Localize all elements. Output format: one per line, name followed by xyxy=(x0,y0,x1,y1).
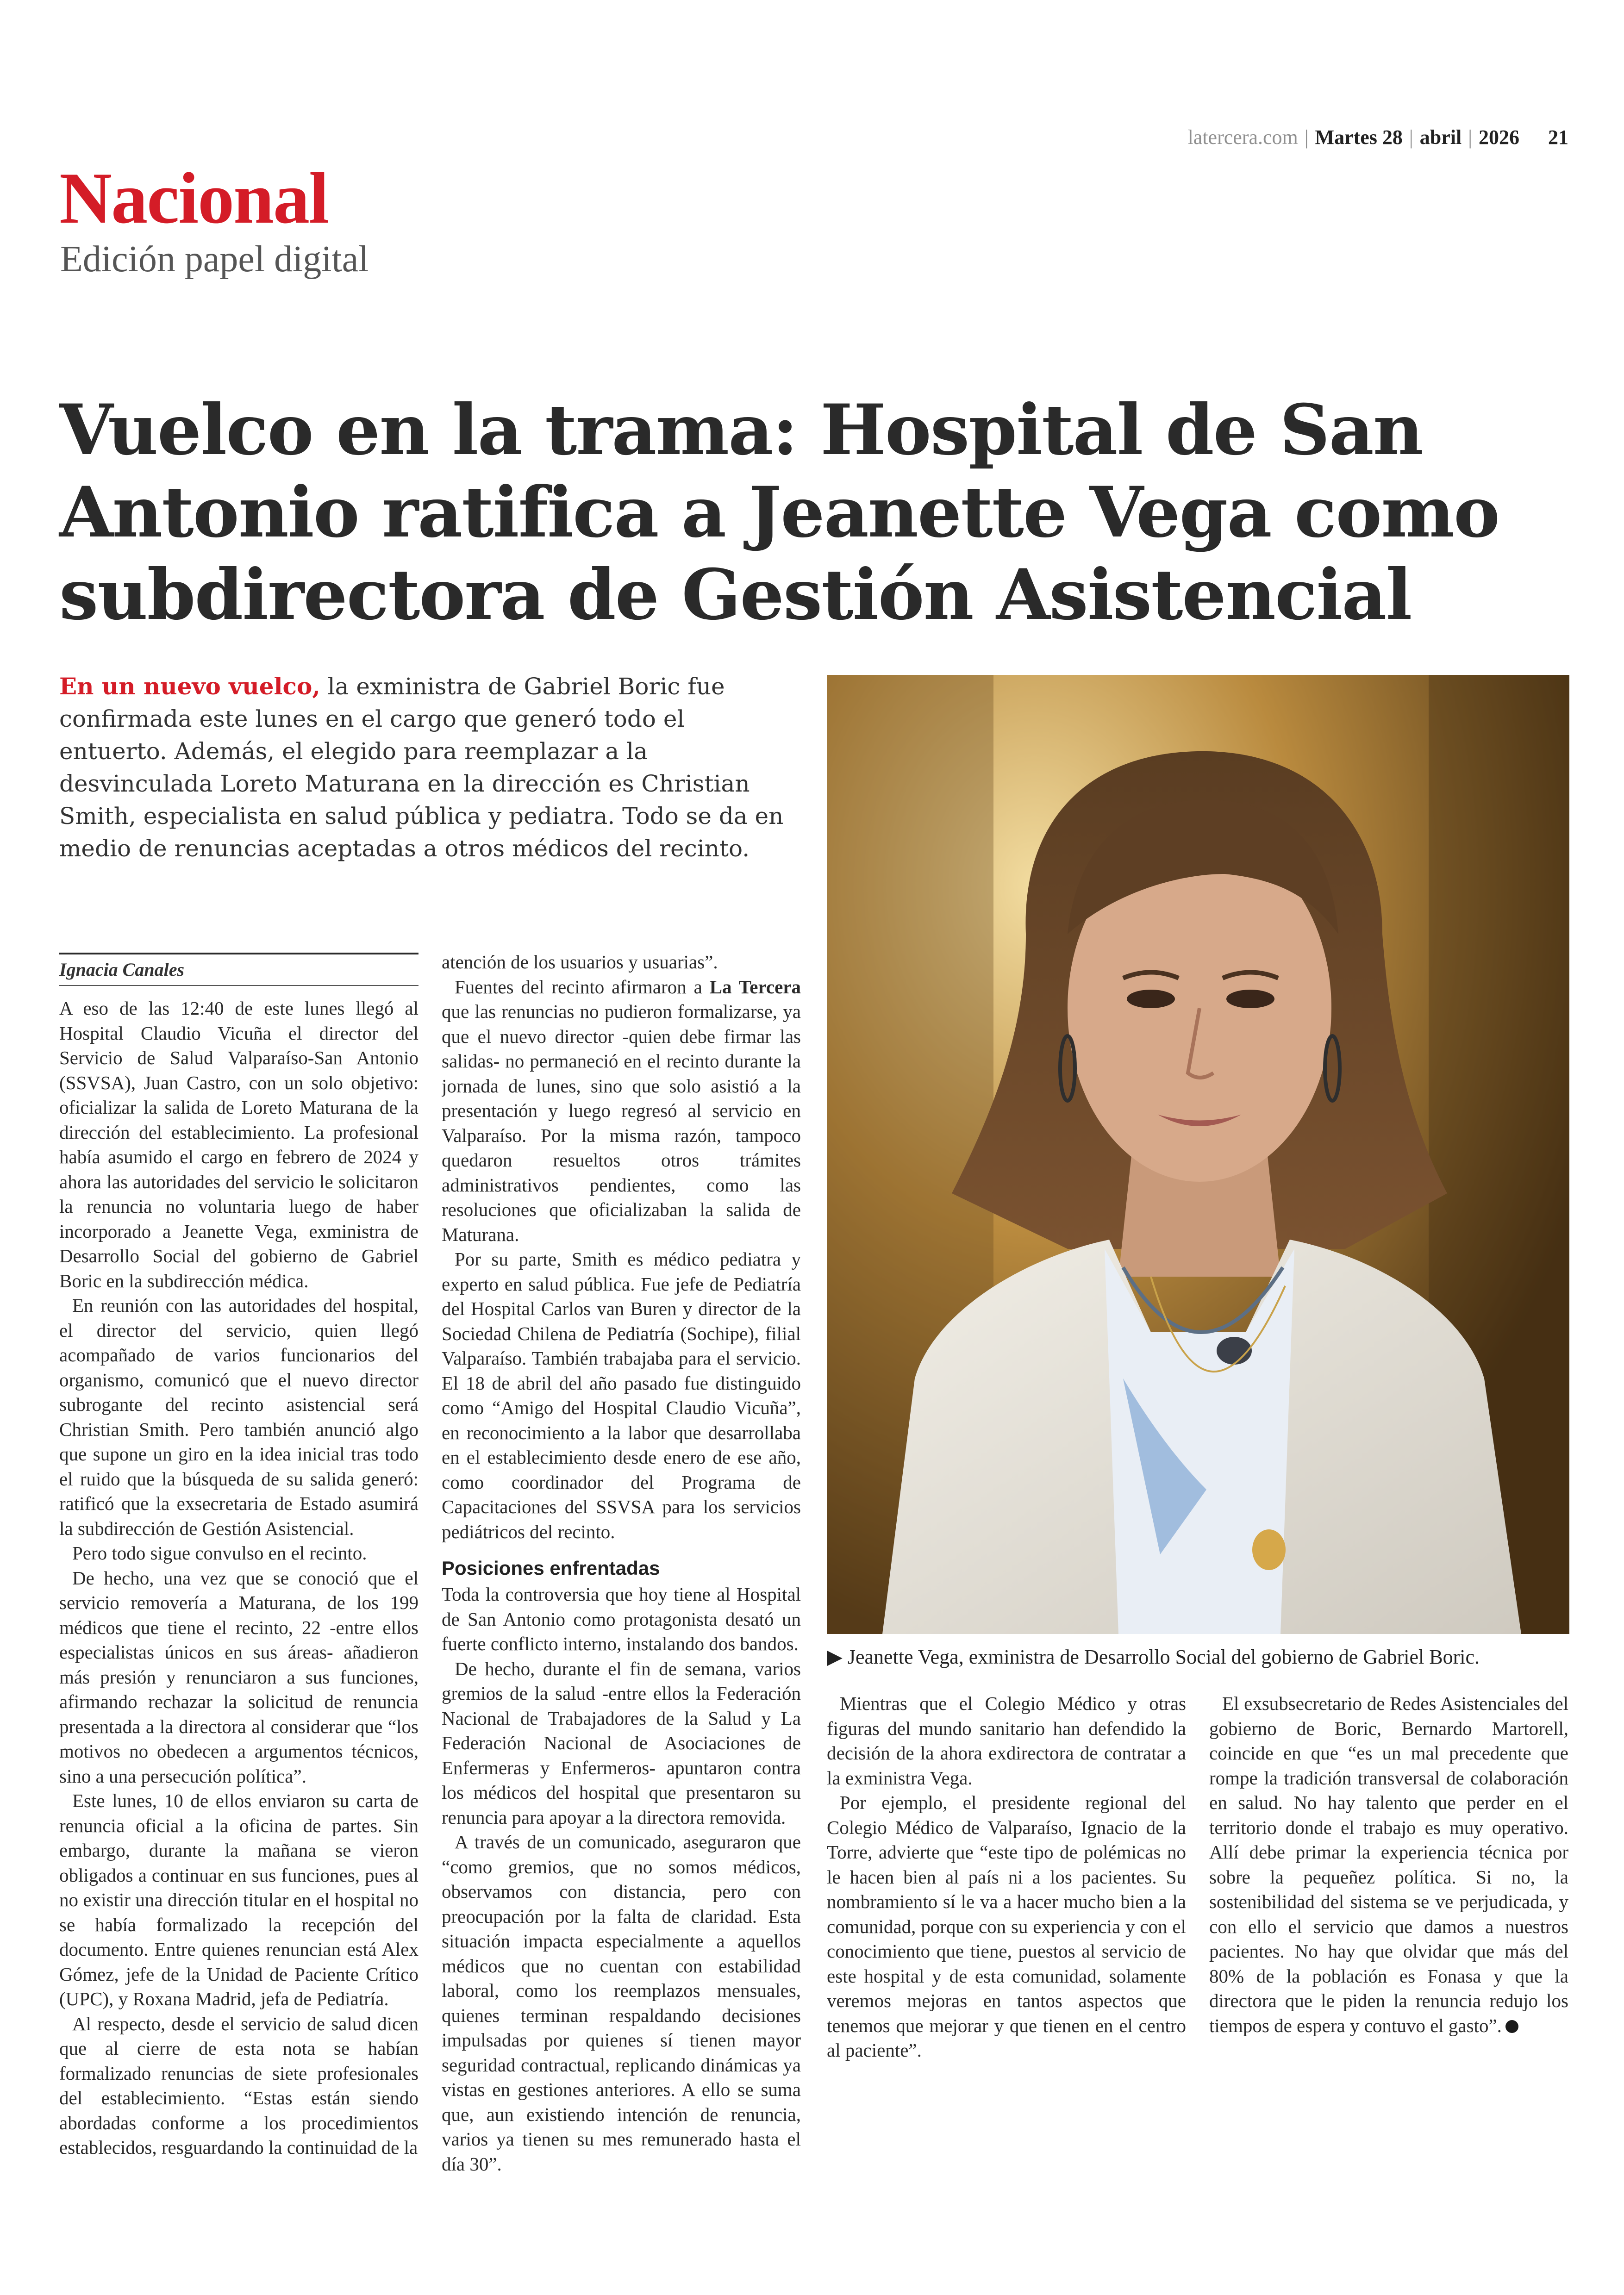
body-paragraph: Por su parte, Smith es médico pediatra y experto en salud pública. Fue jefe de Pediatría del Hospital Carlos van Buren y director de la Sociedad Chilena de Pediatría (Sochipe), filial Valparaíso. También trabajaba para el servicio. El 18 de abril del año pasado fue distinguido como “Amigo del Hospital Claudio Vicuña”, en reconocimiento a la labor que desarrollaba en el establecimiento desde enero de ese año, como coordinador del Programa de Capacitaciones del SSVSA para los servicios pediátricos del recinto. xyxy=(442,1248,801,1542)
issue-year: 2026 xyxy=(1479,125,1519,149)
body-paragraph: De hecho, una vez que se conoció que el servicio removería a Maturana, de los 199 médicos que tiene el recinto, 22 -entre ellos especialistas únicos en sus áreas- añadieron más presión y renunciaron a sus funciones, afirmando rechazar la solicitud de renuncia presentada a la directora al considerar que “los motivos no obedecen a argumentos técnicos, sino a una persecución política”. xyxy=(59,1567,418,1787)
caption-text: Jeanette Vega, exministra de Desarrollo Social del gobierno de Gabriel Boric. xyxy=(847,1646,1480,1668)
site-name[interactable]: latercera.com xyxy=(1187,125,1298,149)
body-paragraph: A través de un comunicado, aseguraron que “como gremios, que no somos médicos, observamos con distancia, pero con preocupación por la falta de claridad. Esta situación impacta especialmente a aquellos médicos que no cuentan con estabilidad laboral, como los reemplazos mensuales, quienes terminan respaldando decisiones impulsadas por quienes sí tienen mayor seguridad contractual, replicando dinámicas ya vistas en gestiones anteriores. A ello se suma que, aun existiendo intención de renuncia, varios ya tienen su mes remunerado hasta el día 30”. xyxy=(442,1831,801,2175)
caption-marker-icon: ▶ xyxy=(827,1646,843,1668)
body-column-2 xyxy=(442,950,801,2181)
body-paragraph: Este lunes, 10 de ellos enviaron su carta de renuncia oficial a la oficina de partes. Sin embargo, durante la mañana se vieron obligados a continuar en sus funciones, pues al no existir una dirección titular en el hospital no se había formalizado la recepción del documento. Entre quienes renuncian está Alex Gómez, jefe de la Unidad de Paciente Crítico (UPC), y Roxana Madrid, jefa de Pediatría. xyxy=(59,1790,418,2009)
issue-month: abril xyxy=(1419,125,1462,149)
end-mark-icon xyxy=(1505,2020,1518,2033)
deck-lead: En un nuevo vuelco, xyxy=(59,673,320,700)
issue-day: Martes 28 xyxy=(1315,125,1403,149)
body-paragraph: Toda la controversia que hoy tiene al Hospital de San Antonio como protagonista desató un fuerte conflicto interno, instalando dos bandos. xyxy=(442,1584,801,1654)
body-paragraph-continued: atención de los usuarios y usuarias”. xyxy=(442,951,718,973)
byline-rule xyxy=(59,953,418,954)
article-photo xyxy=(827,675,1569,1634)
newspaper-name: La Tercera xyxy=(709,976,801,998)
section-subtitle: Edición papel digital xyxy=(60,239,369,280)
article-headline: Vuelco en la trama: Hospital de San Antonio ratifica a Jeanette Vega como subdirectora de Gestión Asistencial xyxy=(59,389,1499,636)
body-paragraph: Al respecto, desde el servicio de salud dicen que al cierre de esta nota se habían formalizado renuncias de siete profesionales del establecimiento. “Estas están siendo abordadas conforme a los procedimientos establecidos, resguardando la continuidad de la xyxy=(59,2013,418,2158)
subheading: Posiciones enfrentadas xyxy=(442,1557,660,1579)
portrait-illustration xyxy=(827,675,1569,1634)
body-column-3 xyxy=(827,1691,1186,2181)
article-deck xyxy=(59,670,791,865)
body-column-4 xyxy=(1209,1691,1568,2181)
body-paragraph: En reunión con las autoridades del hospital, el director del servicio, quien llegó acompañado de varios funcionarios del organismo, comunicó que el nuevo director subrogante del recinto asistencial será Christian Smith. Pero también anunció algo que supone un giro en la idea inicial tras todo el ruido que la búsqueda de su salida generó: ratificó que la exsecretaria de Estado asumirá la subdirección de Gestión Asistencial. xyxy=(59,1295,418,1539)
body-paragraph: Fuentes del recinto afirmaron a La Tercera que las renuncias no pudieron formalizarse, ya que el nuevo director -quien debe firmar las salidas- no permaneció en el recinto durante la jornada de lunes, sino que solo asistió a la presentación y luego regresó al servicio en Valparaíso. Por la misma razón, tampoco quedaron resueltos otros trámites administrativos pendientes, como las resoluciones que oficializaban la salida de Maturana. xyxy=(442,976,801,1245)
body-paragraph: El exsubsecretario de Redes Asistenciales del gobierno de Boric, Bernardo Martorell, coincide en que “es un mal precedente que rompe la tradición transversal de colaboración en salud. No hay talento que perder en el territorio donde el trabajo es muy operativo. Allí debe primar la experiencia técnica por sobre la pequeñez política. Si no, la sostenibilidad del sistema se ve perjudicada, y con ello el servicio que damos a nuestros pacientes. No hay que olvidar que más del 80% de la población es Fonasa y que la directora que le piden la renuncia redujo los tiempos de espera y contuvo el gasto”. xyxy=(1209,1693,1568,2036)
body-paragraph: Pero todo sigue convulso en el recinto. xyxy=(72,1542,367,1564)
page-number: 21 xyxy=(1548,125,1568,149)
body-paragraph: De hecho, durante el fin de semana, varios gremios de la salud -entre ellos la Federación Nacional de Trabajadores de la Salud y La Federación Nacional de Asociaciones de Enfermeras y Enfermeros- apuntaron contra los médicos del hospital que presentaron su renuncia para apoyar a la directora removida. xyxy=(442,1658,801,1828)
body-paragraph: A eso de las 12:40 de este lunes llegó al Hospital Claudio Vicuña el director del Servicio de Salud Valparaíso-San Antonio (SSVSA), Juan Castro, con un solo objetivo: oficializar la salida de Loreto Maturana de la dirección del establecimiento. La profesional había asumido el cargo en febrero de 2024 y ahora las autoridades del servicio le solicitaron la renuncia no voluntaria luego de haber incorporado a Jeanette Vega, exministra de Desarrollo Social del gobierno de Gabriel Boric en la subdirección médica. xyxy=(59,998,418,1291)
photo-caption xyxy=(827,1644,1572,1670)
running-header: latercera.com | Martes 28 | abril | 2026 21 xyxy=(1187,125,1568,149)
body-paragraph: Mientras que el Colegio Médico y otras figuras del mundo sanitario han defendido la decisión de la ahora exdirectora de contratar a la exministra Vega. xyxy=(827,1693,1186,1789)
deck-text: la exministra de Gabriel Boric fue confirmada este lunes en el cargo que generó todo el entuerto. Además, el elegido para reemplazar a la desvinculada Loreto Maturana en la dirección es Christian Smith, especialista en salud pública y pediatra. Todo se da en medio de renuncias aceptadas a otros médicos del recinto. xyxy=(59,673,784,862)
body-column-1 xyxy=(59,996,418,2181)
body-paragraph: Por ejemplo, el presidente regional del Colegio Médico de Valparaíso, Ignacio de la Torre, advierte que “este tipo de polémicas no le hacen bien al país ni a los pacientes. Su nombramiento sí le va a hacer mucho bien a la comunidad, porque con su experiencia y con el conocimiento que tiene, puestos al servicio de este hospital y de esta comunidad, solamente veremos mejoras en tantos aspectos que tenemos que mejorar y que tienen en el centro al paciente”. xyxy=(827,1792,1186,2061)
section-name: Nacional xyxy=(59,158,328,239)
byline: Ignacia Canales xyxy=(59,959,185,980)
byline-divider xyxy=(59,985,418,986)
